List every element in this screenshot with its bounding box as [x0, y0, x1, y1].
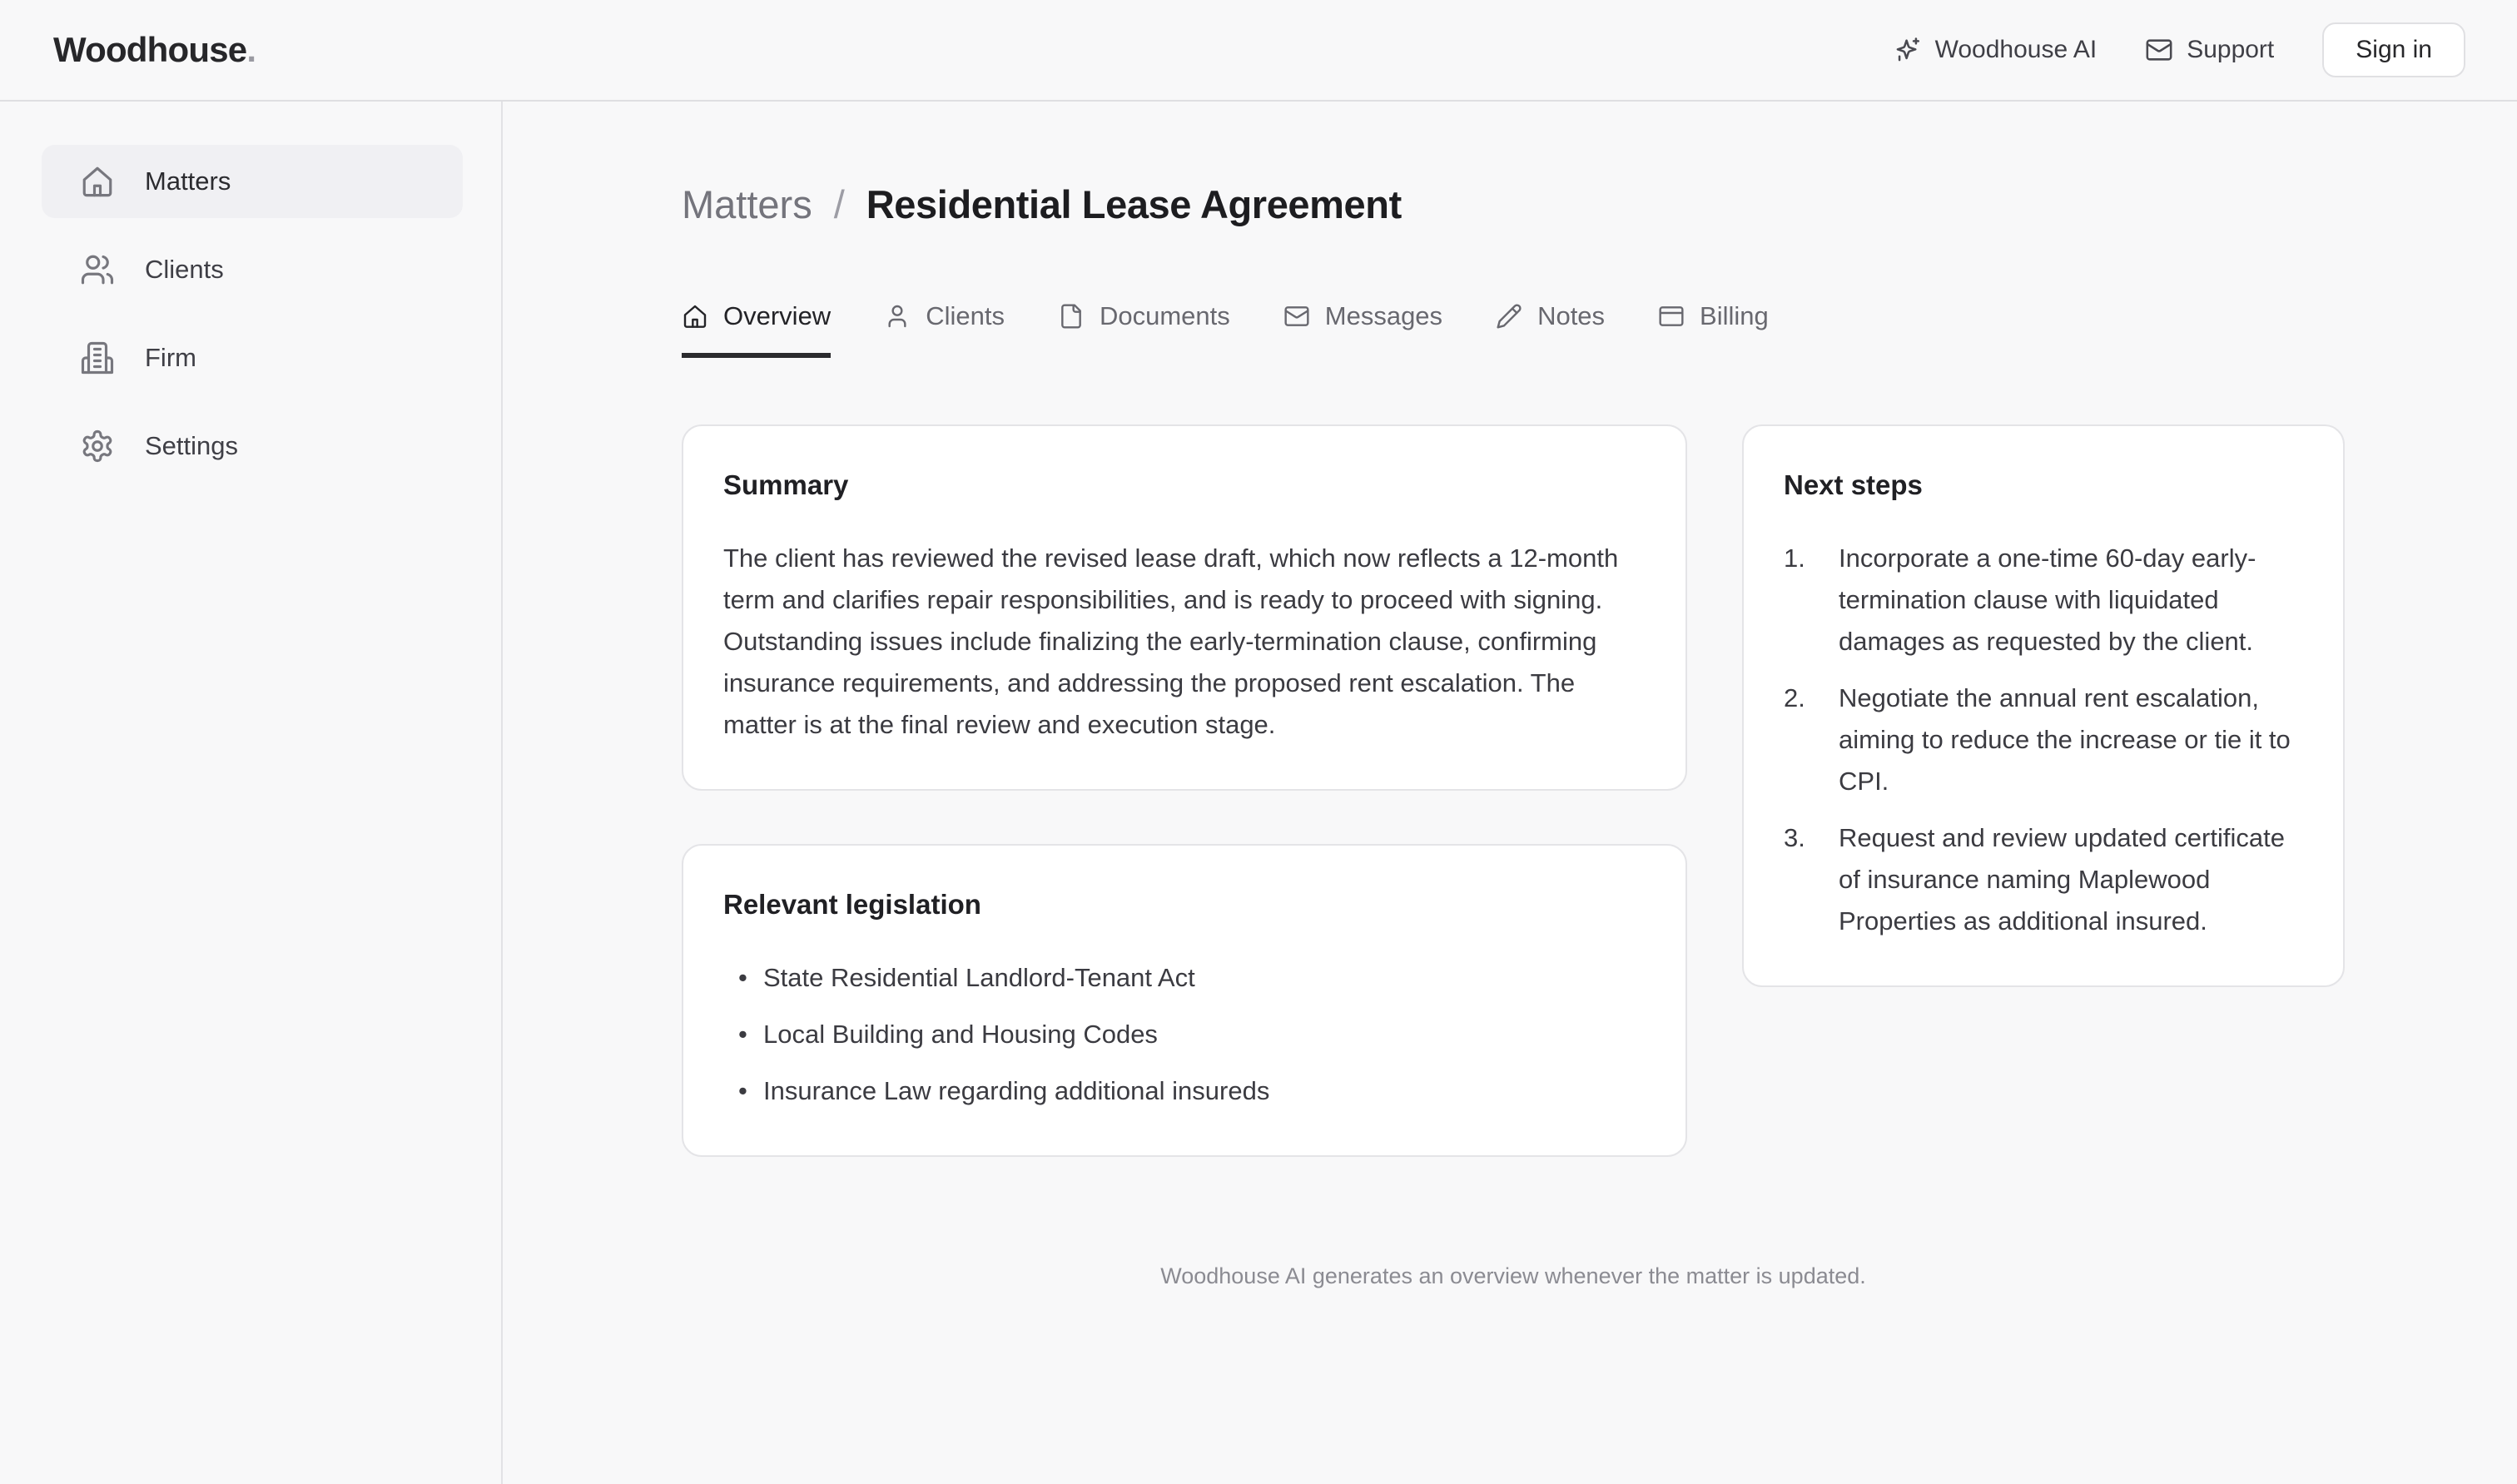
summary-card: [682, 424, 1687, 791]
overview-left-column: [682, 424, 1687, 1157]
legislation-list: [723, 957, 1646, 1112]
breadcrumb-separator: /: [833, 182, 845, 226]
sidebar-item-label: Settings: [145, 431, 239, 460]
next-steps-title: Next steps: [1784, 469, 1923, 500]
list-item-text: State Residential Landlord-Tenant Act: [763, 963, 1195, 992]
tab-documents[interactable]: [1058, 301, 1230, 358]
number-marker: 3.: [1784, 823, 1805, 852]
list-item: [1784, 677, 2303, 802]
list-item-text: Incorporate a one-time 60-day early-termination clause with liquidated damages as requested by the client.: [1839, 543, 2256, 656]
summary-body: The client has reviewed the revised lease draft, which now reflects a 12-month term and clarifies repair responsibilities, and is ready to proceed with signing. Outstanding issues include finalizing the early-termination clause, confirming insurance requirements, and addressing the proposed rent escalation. The matter is at the final review and execution stage.: [723, 543, 1619, 739]
user-icon: [884, 303, 911, 330]
support-link[interactable]: [2145, 36, 2274, 64]
number-marker: 1.: [1784, 543, 1805, 573]
bullet-marker: •: [738, 1020, 747, 1049]
credit-card-icon: [1658, 303, 1685, 330]
support-label: Support: [2187, 36, 2275, 63]
list-item: [723, 1070, 1646, 1112]
sidebar-item-firm[interactable]: [42, 321, 463, 395]
top-header: [0, 0, 2517, 102]
sidebar-item-clients[interactable]: [42, 233, 463, 306]
tab-messages[interactable]: [1283, 301, 1442, 358]
tab-label: Messages: [1324, 301, 1443, 330]
tab-label: Notes: [1537, 301, 1606, 330]
tab-notes[interactable]: [1496, 301, 1605, 358]
app-logo[interactable]: [53, 30, 256, 70]
tab-label: Documents: [1099, 301, 1230, 330]
sign-in-button[interactable]: Sign in: [2322, 22, 2465, 77]
list-item-text: Negotiate the annual rent escalation, aiming to reduce the increase or tie it to CPI.: [1839, 683, 2291, 796]
tab-overview[interactable]: [682, 301, 831, 358]
logo-text: Woodhouse: [53, 30, 247, 69]
tab-label: Billing: [1700, 301, 1769, 330]
pencil-icon: [1496, 303, 1522, 330]
page-title: Residential Lease Agreement: [866, 182, 1402, 226]
sidebar-item-label: Matters: [145, 166, 231, 196]
overview-right-column: [1742, 424, 2345, 1157]
sidebar-item-label: Firm: [145, 343, 196, 372]
legislation-title: Relevant legislation: [723, 889, 981, 920]
list-item-text: Local Building and Housing Codes: [763, 1020, 1158, 1049]
sidebar: [0, 102, 503, 1484]
logo-period: .: [246, 30, 256, 69]
woodhouse-ai-link[interactable]: [1894, 36, 2098, 64]
bullet-marker: •: [738, 1076, 747, 1105]
file-icon: [1058, 303, 1085, 330]
mail-icon: [1283, 303, 1310, 330]
matter-tabs: [682, 301, 2517, 358]
gear-icon: [80, 429, 115, 464]
number-marker: 2.: [1784, 683, 1805, 712]
list-item: [1784, 817, 2303, 942]
app-shell: [0, 102, 2517, 1484]
woodhouse-ai-label: Woodhouse AI: [1934, 36, 2098, 63]
breadcrumb-matters-link[interactable]: Matters: [682, 182, 812, 226]
header-actions: [1894, 22, 2465, 77]
mail-icon: [2145, 36, 2173, 64]
sparkles-icon: [1894, 36, 1922, 64]
list-item: [723, 957, 1646, 999]
main-content: [503, 102, 2517, 1484]
bullet-marker: •: [738, 963, 747, 992]
list-item: [723, 1014, 1646, 1055]
sidebar-item-settings[interactable]: [42, 409, 463, 483]
sidebar-item-matters[interactable]: [42, 145, 463, 218]
users-icon: [80, 252, 115, 287]
next-steps-list: [1784, 538, 2303, 942]
list-item-text: Request and review updated certificate of insurance naming Maplewood Properties as additional insured.: [1839, 823, 2285, 936]
tab-label: Overview: [723, 301, 832, 330]
building-icon: [80, 340, 115, 375]
sidebar-item-label: Clients: [145, 255, 224, 284]
tab-clients[interactable]: [884, 301, 1005, 358]
legislation-card: [682, 844, 1687, 1157]
overview-grid: [682, 424, 2345, 1157]
breadcrumb: [682, 181, 2517, 228]
next-steps-card: [1742, 424, 2345, 987]
tab-billing[interactable]: [1658, 301, 1769, 358]
home-icon: [682, 303, 708, 330]
summary-title: Summary: [723, 469, 849, 500]
home-icon: [80, 164, 115, 199]
ai-overview-note: Woodhouse AI generates an overview whenever the matter is updated.: [1160, 1263, 1866, 1288]
list-item: [1784, 538, 2303, 663]
tab-label: Clients: [926, 301, 1005, 330]
list-item-text: Insurance Law regarding additional insureds: [763, 1076, 1270, 1105]
